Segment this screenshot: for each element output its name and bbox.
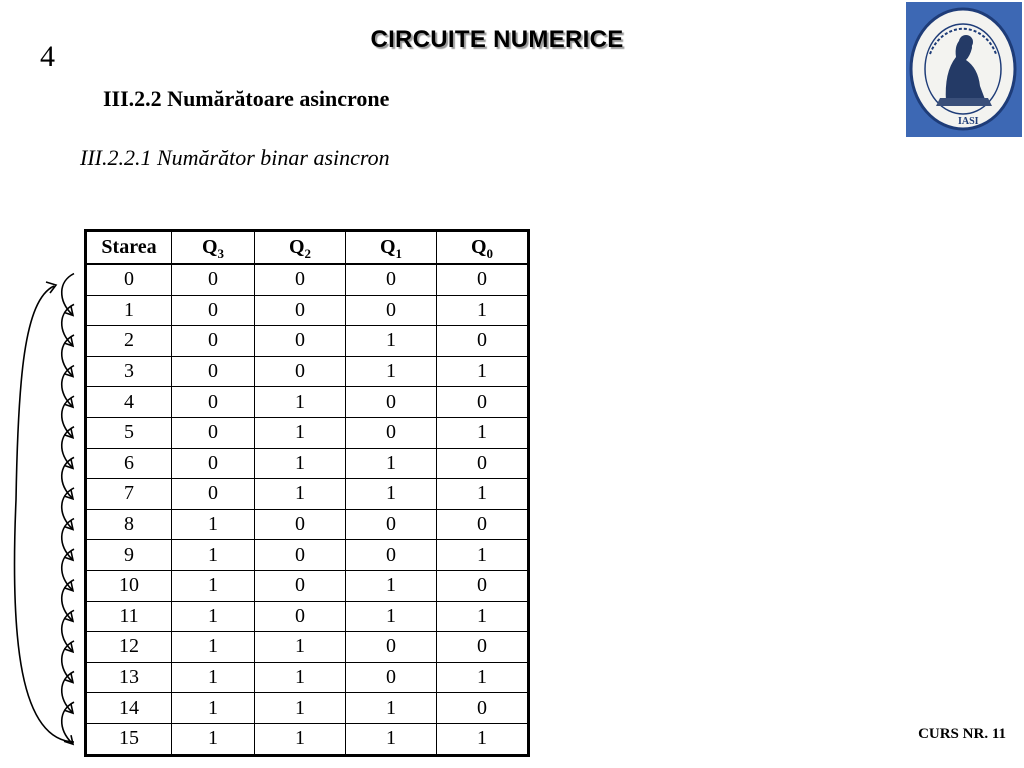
bit-cell: 0 xyxy=(437,570,529,601)
transition-arrows xyxy=(0,0,90,768)
bit-cell: 0 xyxy=(172,356,255,387)
bit-cell: 1 xyxy=(172,570,255,601)
state-cell: 4 xyxy=(86,387,172,418)
column-header xyxy=(172,231,255,265)
state-cell: 14 xyxy=(86,693,172,724)
bit-cell: 1 xyxy=(437,356,529,387)
bit-cell: 0 xyxy=(255,509,346,540)
course-number: CURS NR. 11 xyxy=(918,726,1006,742)
column-header xyxy=(86,231,172,265)
bit-cell: 1 xyxy=(255,417,346,448)
state-cell: 8 xyxy=(86,509,172,540)
arrow-head xyxy=(64,306,73,315)
arrow-head xyxy=(64,490,73,499)
arrow-head xyxy=(64,735,73,744)
bit-cell: 1 xyxy=(346,723,437,755)
bit-cell: 0 xyxy=(346,540,437,571)
bit-cell: 0 xyxy=(437,509,529,540)
bit-cell: 0 xyxy=(255,326,346,357)
bit-cell: 1 xyxy=(437,540,529,571)
bit-cell: 0 xyxy=(437,264,529,295)
bit-cell: 1 xyxy=(346,479,437,510)
curved-arrow-icon xyxy=(62,304,74,345)
bit-cell: 1 xyxy=(437,662,529,693)
bit-cell: 0 xyxy=(255,570,346,601)
bit-cell: 1 xyxy=(172,693,255,724)
bit-cell: 1 xyxy=(172,723,255,755)
bit-cell: 0 xyxy=(255,264,346,295)
bit-cell: 0 xyxy=(346,387,437,418)
table-row xyxy=(86,448,529,479)
bit-cell: 1 xyxy=(437,601,529,632)
column-header-label: Q xyxy=(470,236,487,258)
bit-cell: 1 xyxy=(172,632,255,663)
bit-cell: 1 xyxy=(346,448,437,479)
table-row xyxy=(86,509,529,540)
bit-cell: 1 xyxy=(255,693,346,724)
bit-cell: 1 xyxy=(255,387,346,418)
bit-cell: 0 xyxy=(172,264,255,295)
bit-cell: 0 xyxy=(255,540,346,571)
bit-cell: 1 xyxy=(255,448,346,479)
curved-arrow-icon xyxy=(62,366,74,407)
curved-arrow-icon xyxy=(62,396,74,437)
section-title: III.2.2 Numărătoare asincrone xyxy=(103,86,390,111)
table-row xyxy=(86,540,529,571)
curved-arrow-icon xyxy=(62,519,74,560)
bit-cell: 0 xyxy=(437,387,529,418)
table-row xyxy=(86,632,529,663)
bit-cell: 0 xyxy=(346,295,437,326)
column-header-subscript: 3 xyxy=(217,246,225,261)
column-header-subscript: 2 xyxy=(304,246,312,261)
bit-cell: 0 xyxy=(437,448,529,479)
header-title: CIRCUITE NUMERICE xyxy=(370,26,624,53)
bit-cell: 1 xyxy=(172,509,255,540)
bit-cell: 1 xyxy=(346,693,437,724)
table-row xyxy=(86,264,529,295)
bit-cell: 0 xyxy=(346,632,437,663)
column-header-subscript: 0 xyxy=(486,246,494,261)
table-row xyxy=(86,662,529,693)
arrow-head xyxy=(64,368,73,377)
state-table xyxy=(84,229,530,757)
bit-cell: 0 xyxy=(437,326,529,357)
state-cell: 13 xyxy=(86,662,172,693)
slide-number: 4 xyxy=(40,40,55,73)
bit-cell: 1 xyxy=(437,723,529,755)
column-header-label: Q xyxy=(201,236,218,258)
bit-cell: 0 xyxy=(346,264,437,295)
university-seal-icon xyxy=(906,2,1022,137)
bit-cell: 0 xyxy=(172,326,255,357)
state-cell: 6 xyxy=(86,448,172,479)
bit-cell: 1 xyxy=(346,570,437,601)
state-cell: 9 xyxy=(86,540,172,571)
state-cell: 5 xyxy=(86,417,172,448)
curved-arrow-icon xyxy=(62,549,74,590)
state-cell: 10 xyxy=(86,570,172,601)
table-row xyxy=(86,295,529,326)
table-row xyxy=(86,693,529,724)
curved-arrow-icon xyxy=(62,702,74,743)
state-cell: 15 xyxy=(86,723,172,755)
column-header xyxy=(346,231,437,265)
table-row xyxy=(86,387,529,418)
curved-arrow-icon xyxy=(62,672,74,713)
bit-cell: 1 xyxy=(255,479,346,510)
bit-cell: 0 xyxy=(172,479,255,510)
arrow-head xyxy=(64,429,73,438)
university-logo xyxy=(906,2,1022,137)
bit-cell: 1 xyxy=(255,723,346,755)
column-header-subscript: 1 xyxy=(395,246,403,261)
bit-cell: 0 xyxy=(346,417,437,448)
svg-text:IASI: IASI xyxy=(958,116,979,127)
state-cell: 11 xyxy=(86,601,172,632)
bit-cell: 1 xyxy=(172,601,255,632)
column-header-label: Starea xyxy=(101,236,157,258)
bit-cell: 0 xyxy=(255,601,346,632)
table-header-row xyxy=(86,231,529,265)
curved-arrow-icon xyxy=(62,427,74,468)
column-header xyxy=(437,231,529,265)
bit-cell: 1 xyxy=(437,295,529,326)
subsection-title: III.2.2.1 Numărător binar asincron xyxy=(80,145,390,170)
bit-cell: 1 xyxy=(346,356,437,387)
loop-back-arrow-icon xyxy=(14,286,74,742)
table-row xyxy=(86,570,529,601)
bit-cell: 1 xyxy=(437,417,529,448)
state-cell: 7 xyxy=(86,479,172,510)
bit-cell: 0 xyxy=(437,693,529,724)
curved-arrow-icon xyxy=(62,610,74,651)
bit-cell: 0 xyxy=(346,662,437,693)
curved-arrow-icon xyxy=(62,457,74,498)
arrow-head xyxy=(64,582,73,591)
arrow-head xyxy=(64,398,73,407)
bit-cell: 0 xyxy=(346,509,437,540)
state-cell: 3 xyxy=(86,356,172,387)
curved-arrow-icon xyxy=(62,335,74,376)
bit-cell: 0 xyxy=(255,295,346,326)
arrow-head xyxy=(64,521,73,530)
table-row xyxy=(86,417,529,448)
bit-cell: 0 xyxy=(255,356,346,387)
bit-cell: 0 xyxy=(172,387,255,418)
bit-cell: 1 xyxy=(255,632,346,663)
column-header-label: Q xyxy=(288,236,305,258)
arrow-head xyxy=(64,612,73,621)
arrow-head xyxy=(64,337,73,346)
bit-cell: 0 xyxy=(437,632,529,663)
curved-arrow-icon xyxy=(62,641,74,682)
arrow-head xyxy=(64,551,73,560)
bit-cell: 1 xyxy=(172,540,255,571)
state-cell: 2 xyxy=(86,326,172,357)
table-row xyxy=(86,479,529,510)
state-cell: 0 xyxy=(86,264,172,295)
curved-arrow-icon xyxy=(62,274,74,315)
bit-cell: 0 xyxy=(172,448,255,479)
table-row xyxy=(86,326,529,357)
bit-cell: 0 xyxy=(172,417,255,448)
bit-cell: 1 xyxy=(172,662,255,693)
arrow-head xyxy=(64,643,73,652)
bit-cell: 1 xyxy=(437,479,529,510)
table-row xyxy=(86,356,529,387)
bit-cell: 1 xyxy=(346,601,437,632)
column-header xyxy=(255,231,346,265)
state-cell: 12 xyxy=(86,632,172,663)
curved-arrow-icon xyxy=(62,580,74,621)
table-row xyxy=(86,723,529,755)
column-header-label: Q xyxy=(379,236,396,258)
bit-cell: 0 xyxy=(172,295,255,326)
bit-cell: 1 xyxy=(255,662,346,693)
state-cell: 1 xyxy=(86,295,172,326)
curved-arrow-icon xyxy=(62,488,74,529)
bit-cell: 1 xyxy=(346,326,437,357)
arrow-head xyxy=(64,459,73,468)
arrow-head xyxy=(64,674,73,683)
table-row xyxy=(86,601,529,632)
arrow-head xyxy=(64,704,73,713)
